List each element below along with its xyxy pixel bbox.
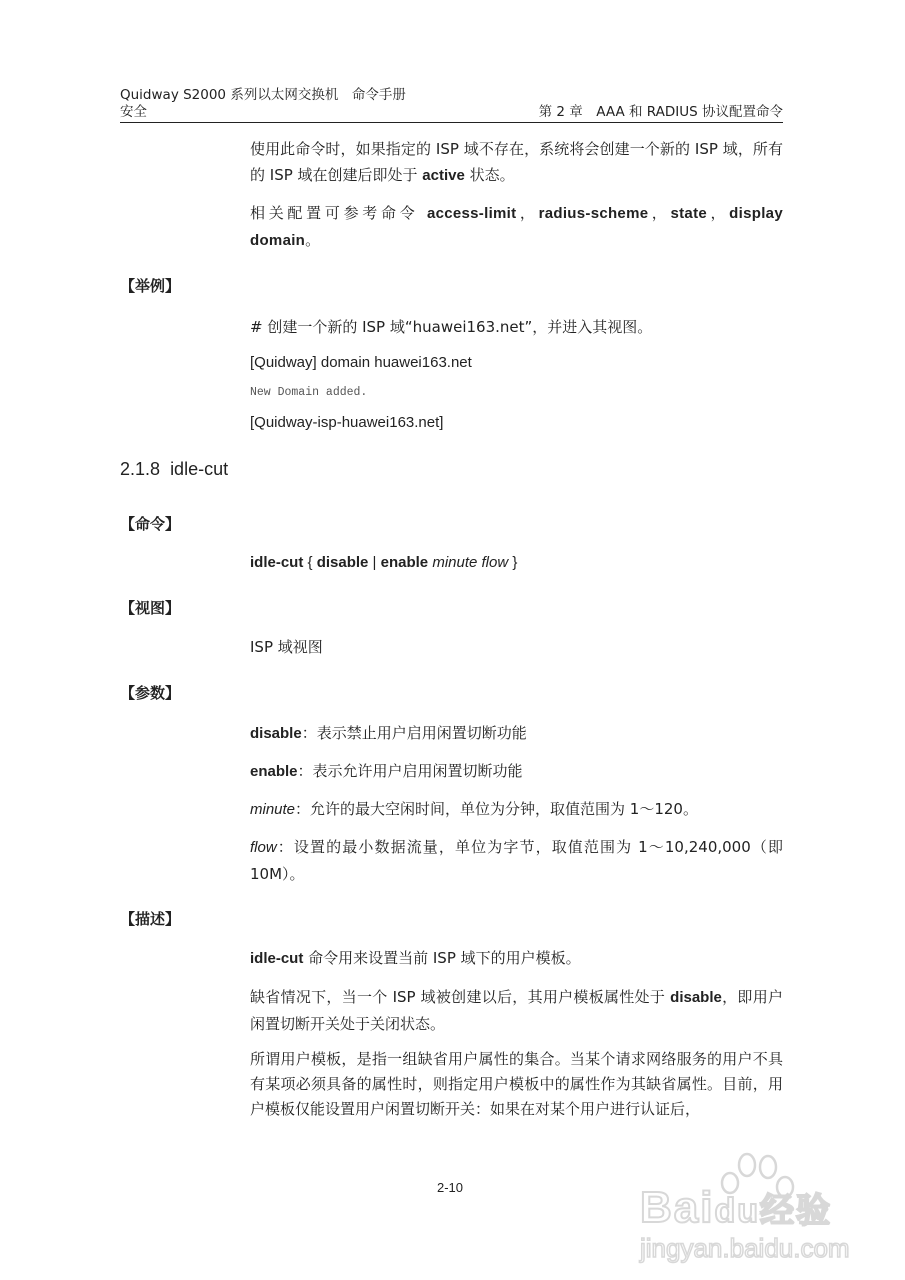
param-disable [250,720,783,747]
section-title: idle-cut [170,459,229,479]
command-args: minute flow [428,554,509,571]
section-number: 2.1.8 [120,459,161,479]
section-label-view: 【视图】 [120,599,181,617]
section-label-description: 【描述】 [120,910,181,928]
header-category: 安全 [120,104,147,120]
param-desc: ：允许的最大空闲时间，单位为分钟，取值范围为 1～120。 [295,800,698,818]
description-paragraph-3: 所谓用户模板，是指一组缺省用户属性的集合。当某个请求网络服务的用户不具有某项必须具备的属性时，则指定用户模板中的属性作为其缺省属性。目前，用户模板仅能设置用户闲置切断开关：如果在对某个用户进行认证后， [250,1050,783,1118]
description-text: 命令用来设置当前 ISP 域下的用户模板。 [303,949,581,967]
separator: ， [707,204,730,222]
example-comment: # 创建一个新的 ISP 域“huawei163.net”，并进入其视图。 [250,318,653,336]
section-heading [120,459,228,480]
command-name: idle-cut [250,554,304,571]
baidu-jingyan-watermark [640,1145,855,1263]
param-desc: ：设置的最小数据流量，单位为字节，取值范围为 1～10,240,000（即 10M）。 [250,838,783,883]
param-name: disable [250,725,302,742]
description-text: 缺省情况下，当一个 ISP 域被创建以后，其用户模板属性处于 [250,988,671,1006]
related-cmd-display-domain: display domain [250,205,783,249]
header-chapter: 第 2 章 AAA 和 RADIUS 协议配置命令 [538,104,783,120]
page-number: 2-10 [437,1180,464,1195]
section-label-example: 【举例】 [120,277,181,295]
intro-text-end: 状态。 [464,166,515,184]
watermark-url: jingyan.baidu.com [640,1233,850,1263]
watermark-du: du [714,1192,761,1230]
param-desc: ：表示禁止用户启用闲置切断功能 [301,724,527,742]
param-name: enable [250,763,298,780]
keyword-active: active [422,167,465,184]
description-text-end: ，即用户闲置切断开关处于关闭状态。 [250,988,783,1033]
related-cmd-access-limit: access-limit [426,205,517,222]
description-paragraph-2 [250,984,783,1037]
related-label: 相关配置可参考命令 [250,204,427,222]
description-paragraph-1 [250,945,783,972]
pipe: | [368,554,381,571]
section-label-command: 【命令】 [120,515,181,533]
separator: ， [648,204,671,222]
param-flow [250,834,783,887]
example-output: New Domain added. [250,386,368,399]
related-cmd-state: state [670,205,708,222]
intro-text: 使用此命令时，如果指定的 ISP 域不存在，系统将会创建一个新的 ISP 域，所有的 ISP 域在创建后即处于 [250,140,783,184]
param-name: minute [250,801,296,818]
related-cmd-radius-scheme: radius-scheme [538,205,649,222]
option-enable: enable [380,554,429,571]
command-syntax [250,550,783,576]
brace-close: } [508,554,518,571]
section-label-params: 【参数】 [120,684,181,702]
view-text: ISP 域视图 [250,638,323,656]
watermark-suffix: 经验 [760,1192,833,1230]
example-prompt: [Quidway-isp-huawei163.net] [250,414,444,431]
param-enable [250,758,783,785]
header-doc-title: Quidway S2000 系列以太网交换机 命令手册 [120,87,406,103]
header-rule [120,122,783,123]
period: 。 [305,231,321,249]
keyword-idle-cut: idle-cut [250,950,304,967]
param-desc: ：表示允许用户启用闲置切断功能 [297,762,523,780]
watermark-brand: Bai [640,1183,715,1232]
separator: ， [516,204,539,222]
option-disable: disable [316,554,369,571]
param-minute [250,796,783,823]
keyword-disable: disable [670,989,722,1006]
example-command: [Quidway] domain huawei163.net [250,354,472,371]
brace-open: { [303,554,317,571]
intro-paragraph-2 [250,200,783,254]
param-name: flow [250,839,277,856]
intro-paragraph-1 [250,136,783,189]
